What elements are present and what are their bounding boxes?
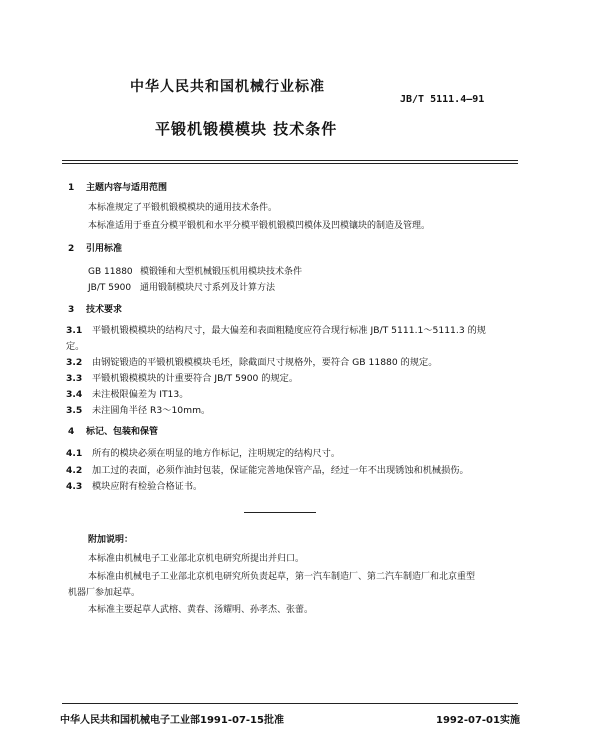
- header-rule-bottom: [62, 163, 518, 164]
- requirement-item: [66, 322, 486, 336]
- item-number: 4.3: [66, 481, 83, 492]
- section-number: 3: [68, 305, 75, 315]
- reference-code: JB/T 5900: [88, 283, 132, 293]
- standard-code: JB/T 5111.4—91: [400, 94, 485, 105]
- implementation-date: 1992-07-01实施: [436, 715, 520, 726]
- section-number: 4: [68, 427, 75, 437]
- section-4-heading: [68, 424, 158, 437]
- marking-item: [66, 445, 340, 459]
- requirement-item: [66, 354, 437, 368]
- notes-heading: 附加说明：: [88, 535, 134, 545]
- reference-item: [88, 264, 302, 277]
- item-number: 4.1: [66, 448, 83, 459]
- item-text: 未注极限偏差为 IT13。: [92, 389, 189, 400]
- section-1-heading: [68, 180, 167, 193]
- notes-line: 机器厂参加起草。: [68, 588, 141, 598]
- item-text: 平锻机锻模模块的结构尺寸，最大偏差和表面粗糙度应符合现行标准 JB/T 5111.1～5111.3 的规: [92, 325, 486, 336]
- requirement-item: [66, 386, 188, 400]
- item-number: 3.5: [66, 405, 83, 416]
- section-3-heading: [68, 302, 122, 315]
- section-number: 1: [68, 183, 75, 193]
- item-number: 4.2: [66, 465, 83, 476]
- reference-name: 模锻锤和大型机械锻压机用模块技术条件: [140, 267, 303, 277]
- section-number: 2: [68, 244, 75, 254]
- item-number: 3.2: [66, 357, 83, 368]
- org-title: 中华人民共和国机械行业标准: [130, 79, 325, 95]
- marking-item: [66, 478, 202, 492]
- section-title: 技术要求: [86, 305, 123, 315]
- section-1-paragraph: 本标准规定了平锻机锻模模块的通用技术条件。: [88, 203, 278, 213]
- item-text: 由钢锭锻造的平锻机锻模模块毛坯，除截面尺寸规格外，要符合 GB 11880 的规定。: [92, 357, 438, 368]
- marking-item: [66, 462, 469, 476]
- section-title: 标记、包装和保管: [86, 427, 159, 437]
- item-text: 加工过的表面，必须作油封包装，保证能完善地保管产品，经过一年不出现锈蚀和机械损伤。: [92, 465, 469, 476]
- section-2-heading: [68, 241, 122, 254]
- approval-date: 中华人民共和国机械电子工业部1991-07-15批准: [60, 715, 284, 726]
- section-divider: [244, 512, 316, 513]
- reference-code: GB 11880: [88, 267, 133, 277]
- notes-line: 本标准由机械电子工业部北京机电研究所负责起草，第一汽车制造厂、第二汽车制造厂和北京重型: [88, 572, 476, 582]
- section-title: 引用标准: [86, 244, 123, 254]
- item-number: 3.1: [66, 325, 83, 336]
- notes-line: 本标准由机械电子工业部北京机电研究所提出并归口。: [88, 554, 305, 564]
- requirement-item: [66, 402, 210, 416]
- notes-line: 本标准主要起草人武榕、黄春、汤耀明、孙孝杰、张蕾。: [88, 605, 314, 615]
- header-rule-top: [62, 160, 518, 161]
- reference-item: [88, 280, 275, 293]
- item-number: 3.4: [66, 389, 83, 400]
- reference-name: 通用锻制模块尺寸系列及计算方法: [140, 283, 276, 293]
- section-title: 主题内容与适用范围: [86, 183, 168, 193]
- item-text: 模块应附有检验合格证书。: [92, 481, 203, 492]
- item-text: 平锻机锻模模块的计重要符合 JB/T 5900 的规定。: [92, 373, 299, 384]
- footer-rule: [62, 703, 518, 704]
- requirement-item: [66, 370, 298, 384]
- section-1-paragraph: 本标准适用于垂直分模平锻机和水平分模平锻机锻模凹模体及凹模镶块的制造及管理。: [88, 221, 431, 231]
- item-text: 未注圆角半径 R3～10mm。: [92, 405, 211, 416]
- item-number: 3.3: [66, 373, 83, 384]
- item-continuation: 定。: [66, 341, 85, 352]
- document-title: 平锻机锻模模块 技术条件: [155, 120, 338, 138]
- item-text: 所有的模块必须在明显的地方作标记，注明规定的结构尺寸。: [92, 448, 341, 459]
